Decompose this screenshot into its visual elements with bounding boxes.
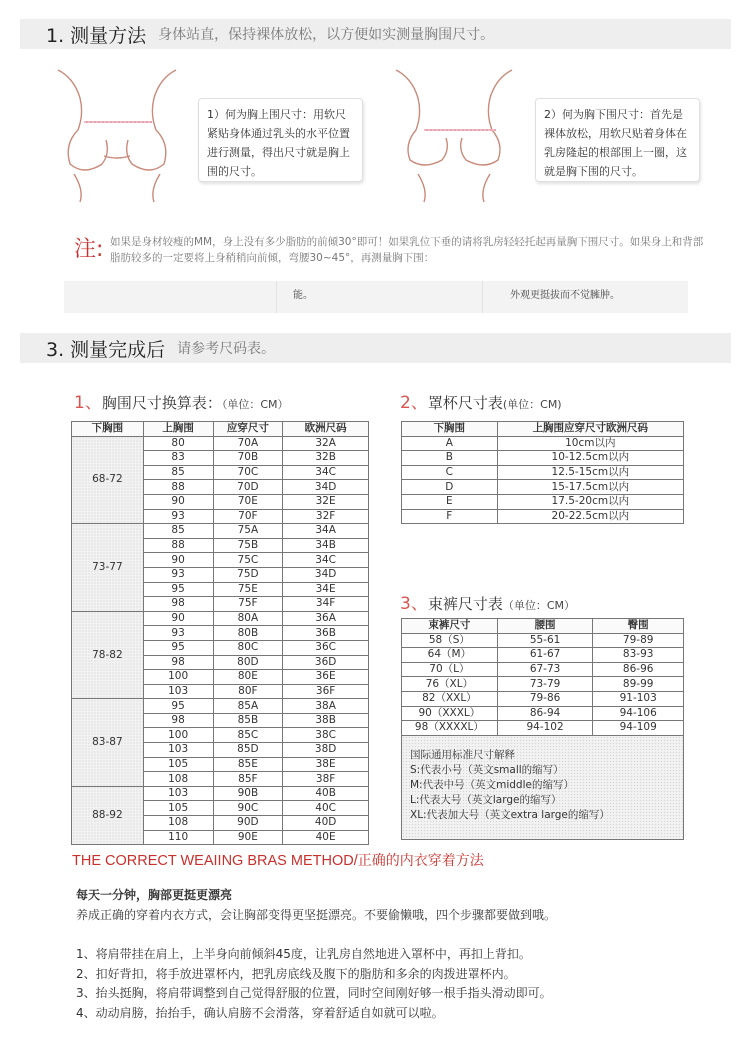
table-header: 应穿尺寸 (213, 422, 283, 437)
table-cell: 75D (213, 567, 283, 582)
table-cell: 103 (143, 786, 213, 801)
table-header: 上胸围 (143, 422, 213, 437)
table-row (72, 524, 369, 539)
table-row (402, 480, 684, 495)
table-cell: 70A (213, 436, 283, 451)
table-cell: 80F (213, 684, 283, 699)
table-cell: 34D (283, 480, 369, 495)
table-cell: 40E (283, 830, 369, 845)
table-cell: 100 (143, 670, 213, 685)
table-cell: 80 (143, 436, 213, 451)
section-subtitle: 请参考尺码表。 (177, 341, 276, 357)
table-row (402, 494, 684, 509)
bust-table-title: 1、胸围尺寸换算表：（单位：CM） (74, 393, 289, 413)
table-row (402, 706, 684, 721)
table-cell: 34C (283, 465, 369, 480)
table-cell: 75F (213, 597, 283, 612)
table-cell: 89-99 (593, 677, 684, 692)
table-cell: 38E (283, 757, 369, 772)
table-header: 臀围 (593, 619, 684, 634)
size-note-line: M:代表中号（英文middle的缩写） (410, 779, 574, 791)
table-cell: 100 (143, 728, 213, 743)
table-cell: 32B (283, 451, 369, 466)
table-cell: 10cm以内 (497, 436, 683, 451)
table-cell: 40C (283, 801, 369, 816)
table-row (402, 451, 684, 466)
table-cell: 36E (283, 670, 369, 685)
table-cell: F (402, 509, 498, 524)
table-row (402, 436, 684, 451)
table-cell: 32F (283, 509, 369, 524)
table-cell: 85D (213, 743, 283, 758)
table-header: 腰围 (497, 619, 593, 634)
table-cell: C (402, 465, 498, 480)
table-cell: 55-61 (497, 633, 593, 648)
method-title-en: THE CORRECT WEAIING BRAS METHOD/ (72, 853, 358, 869)
table-row (72, 436, 369, 451)
step-item: 1、将肩带挂在肩上，上半身向前倾斜45度，让乳房自然地进入罩杯中，再扣上背扣。 (76, 947, 531, 961)
table-cell: 15-17.5cm以内 (497, 480, 683, 495)
table-cell: 98 (143, 655, 213, 670)
table-cell: 75C (213, 553, 283, 568)
table-cell: 98（XXXXL） (402, 721, 498, 736)
table-cell: 110 (143, 830, 213, 845)
table-cell: 105 (143, 757, 213, 772)
table-cell: 94-106 (593, 706, 684, 721)
cup-size-table (401, 421, 684, 524)
bust-figure-illustration (44, 64, 192, 204)
table-cell: 108 (143, 816, 213, 831)
table-cell: 98 (143, 597, 213, 612)
table-cell: 80B (213, 626, 283, 641)
table-cell: 80D (213, 655, 283, 670)
table-cell: 64（M） (402, 648, 498, 663)
table-cell: 70F (213, 509, 283, 524)
table-cell: 98 (143, 713, 213, 728)
table-cell: 90（XXXL） (402, 706, 498, 721)
strip-cell-2: 外观更挺拔而不觉臃肿。 (510, 290, 620, 301)
gray-strip (64, 281, 688, 313)
table-cell: 85 (143, 524, 213, 539)
method-title-cn: 正确的内衣穿着方法 (357, 852, 484, 868)
table-cell: A (402, 436, 498, 451)
section-title: 1. 测量方法 (46, 24, 147, 47)
table-cell: 95 (143, 640, 213, 655)
table-cell: 86-94 (497, 706, 593, 721)
table-header: 上胸围应穿尺寸欧洲尺码 (497, 422, 683, 437)
table-cell: 95 (143, 582, 213, 597)
table-cell: 32E (283, 494, 369, 509)
table-cell: 85B (213, 713, 283, 728)
table-cell: 80C (213, 640, 283, 655)
table-cell: 36F (283, 684, 369, 699)
step-item: 3、抬头挺胸，将肩带调整到自己觉得舒服的位置，同时空间刚好够一根手指头滑动即可。 (76, 986, 552, 1000)
table-cell: 90 (143, 611, 213, 626)
bust-size-table (71, 421, 369, 845)
table-row (402, 662, 684, 677)
table-cell: 38B (283, 713, 369, 728)
table-cell: 12.5-15cm以内 (497, 465, 683, 480)
table-header: 下胸围 (402, 422, 498, 437)
table-cell: 103 (143, 684, 213, 699)
table-row (402, 691, 684, 706)
table-header: 欧洲尺码 (283, 422, 369, 437)
table-cell: 86-96 (593, 662, 684, 677)
table-row (72, 786, 369, 801)
table-cell: 90E (213, 830, 283, 845)
step-item: 4、动动肩膀，抬抬手，确认肩膀不会滑落，穿着舒适自如就可以啦。 (76, 1005, 444, 1020)
strip-cell-1: 能。 (293, 290, 313, 301)
section-header-measure (20, 19, 731, 49)
table-header: 下胸围 (72, 422, 144, 437)
note-label: 注: (74, 237, 104, 262)
table-cell: 90B (213, 786, 283, 801)
table-cell: 32A (283, 436, 369, 451)
table-cell: 105 (143, 801, 213, 816)
tips-block (76, 885, 736, 925)
table-cell: 61-67 (497, 648, 593, 663)
section-title: 3. 测量完成后 (46, 338, 166, 361)
size-note-line: XL:代表加大号（英文extra large的缩写） (410, 809, 610, 821)
group-label: 78-82 (72, 611, 144, 699)
callout-upper-bust: 1）何为胸上围尺寸：用软尺紧贴身体通过乳头的水平位置进行测量，得出尺寸就是胸上围的尺寸。 (198, 98, 363, 182)
table-row (72, 611, 369, 626)
step-item: 2、扣好背扣，将手放进罩杯内，把乳房底线及腹下的脂肪和多余的肉拨进罩杯内。 (76, 966, 516, 981)
table-cell: 90C (213, 801, 283, 816)
table-cell: 38F (283, 772, 369, 787)
table-row (402, 633, 684, 648)
table-cell: 94-109 (593, 721, 684, 736)
table-cell: 95 (143, 699, 213, 714)
table-cell: 58（S） (402, 633, 498, 648)
section-subtitle: 身体站直，保持裸体放松，以方便如实测量胸围尺寸。 (158, 27, 495, 43)
table-cell: E (402, 494, 498, 509)
table-cell: 10-12.5cm以内 (497, 451, 683, 466)
table-cell: 83-93 (593, 648, 684, 663)
table-cell: 75A (213, 524, 283, 539)
table-cell: 75B (213, 538, 283, 553)
table-cell: 93 (143, 567, 213, 582)
table-cell: 34D (283, 567, 369, 582)
cup-table-title: 2、罩杯尺寸表(单位：CM) (400, 393, 562, 413)
size-note-line: L:代表大号（英文large的缩写） (410, 794, 562, 806)
size-note-line: 国际通用标准尺寸解释 (410, 749, 515, 761)
tips-heading: 每天一分钟，胸部更挺更漂亮 (76, 888, 233, 902)
table-cell: 80A (213, 611, 283, 626)
table-row (402, 721, 684, 736)
table-row (72, 699, 369, 714)
table-cell: 103 (143, 743, 213, 758)
table-cell: 34B (283, 538, 369, 553)
table-cell: 34C (283, 553, 369, 568)
table-cell: 85A (213, 699, 283, 714)
table-cell: 70D (213, 480, 283, 495)
underbust-figure-illustration (384, 64, 524, 204)
table-cell: 83 (143, 451, 213, 466)
table-cell: 34F (283, 597, 369, 612)
group-label: 88-92 (72, 786, 144, 844)
table-cell: 90 (143, 494, 213, 509)
table-row (402, 509, 684, 524)
table-cell: 94-102 (497, 721, 593, 736)
table-row (402, 677, 684, 692)
table-cell: 73-79 (497, 677, 593, 692)
table-cell: 88 (143, 480, 213, 495)
table-cell: 80E (213, 670, 283, 685)
table-cell: 76（XL） (402, 677, 498, 692)
table-cell: 85F (213, 772, 283, 787)
table-cell: 36A (283, 611, 369, 626)
table-cell: 20-22.5cm以内 (497, 509, 683, 524)
table-cell: 70B (213, 451, 283, 466)
table-cell: 85E (213, 757, 283, 772)
table-cell: 36C (283, 640, 369, 655)
table-cell: 70C (213, 465, 283, 480)
table-cell: 70E (213, 494, 283, 509)
size-note-line: S:代表小号（英文small的缩写） (410, 764, 564, 776)
table-cell: 38C (283, 728, 369, 743)
table-cell: 40D (283, 816, 369, 831)
table-cell: 93 (143, 509, 213, 524)
table-cell: 79-89 (593, 633, 684, 648)
table-cell: 91-103 (593, 691, 684, 706)
table-cell: 34E (283, 582, 369, 597)
table-cell: 85 (143, 465, 213, 480)
callout-under-bust: 2）何为胸下围尺寸：首先是裸体放松，用软尺贴着身体在乳房隆起的根部围上一圈，这就是胸下围的尺寸。 (535, 98, 700, 182)
size-explanation-box (401, 736, 684, 840)
panty-table-title: 3、束裤尺寸表（单位：CM） (400, 594, 576, 614)
table-header: 束裤尺寸 (402, 619, 498, 634)
table-cell: 90 (143, 553, 213, 568)
table-cell: 38D (283, 743, 369, 758)
table-cell: 67-73 (497, 662, 593, 677)
steps-list (76, 945, 736, 1023)
table-cell: 36B (283, 626, 369, 641)
table-cell: 34A (283, 524, 369, 539)
table-cell: 108 (143, 772, 213, 787)
table-row (402, 465, 684, 480)
table-cell: 82（XXL） (402, 691, 498, 706)
table-cell: 88 (143, 538, 213, 553)
group-label: 83-87 (72, 699, 144, 787)
table-row (402, 648, 684, 663)
group-label: 68-72 (72, 436, 144, 524)
method-title (72, 850, 484, 870)
table-cell: 36D (283, 655, 369, 670)
note-text: 如果是身材较瘦的MM，身上没有多少脂肪的前倾30°即可！如果乳位下垂的请将乳房轻轻托起再量胸下围尺寸。如果身上和背部脂肪较多的一定要将上身稍稍向前倾，弯腰30~45°，再测量胸下围： (110, 236, 704, 264)
table-cell: 17.5-20cm以内 (497, 494, 683, 509)
table-cell: B (402, 451, 498, 466)
table-cell: 75E (213, 582, 283, 597)
tips-line: 养成正确的穿着内衣方式，会让胸部变得更坚挺漂亮。不要偷懒哦，四个步骤都要做到哦。 (76, 908, 557, 922)
table-cell: 85C (213, 728, 283, 743)
table-cell: 38A (283, 699, 369, 714)
table-cell: 79-86 (497, 691, 593, 706)
group-label: 73-77 (72, 524, 144, 612)
table-cell: 93 (143, 626, 213, 641)
panty-size-table (401, 618, 684, 736)
table-cell: 40B (283, 786, 369, 801)
section-header-after (20, 333, 731, 363)
table-cell: 70（L） (402, 662, 498, 677)
table-cell: 90D (213, 816, 283, 831)
table-cell: D (402, 480, 498, 495)
